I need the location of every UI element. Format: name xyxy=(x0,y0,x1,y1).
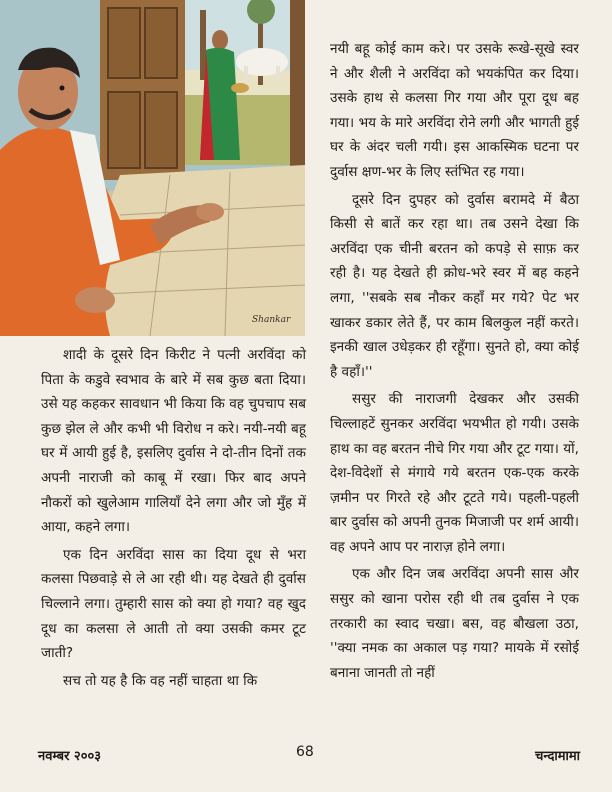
paragraph: दूसरे दिन दुपहर को दुर्वास बरामदे में बैठा किसी से बातें कर रहा था। तब उसने देखा कि अरविंदा एक चीनी बरतन को कपड़े से साफ़ कर रही है। यह देखते ही क्रोध-भरे स्वर में बह कहने लगा, ''सबके सब नौकर कहाँ मर गये? पेट भर खाकर डकार लेते हैं, पर काम बिलकुल नहीं करते। इनकी खाल उधेड़कर ही रहूँगा। सुनते हो, क्या कोई है वहाँ।'' xyxy=(330,191,579,380)
artist-signature: Shankar xyxy=(252,315,291,325)
paragraph: ससुर की नाराजगी देखकर और उसकी चिल्लाहटें सुनकर अरविंदा भयभीत हो गयी। उसके हाथ का वह बरतन नीचे गिर गया और टूट गया। यों, देश-विदेशों से मंगाये गये बरतन एक-एक करके ज़मीन पर गिरते रहे और टूटते गये। पहली-पहली बार दुर्वास को अपनी तुनक मिजाजी पर शर्म आयी। वह अपने आप पर नाराज़ होने लगा। xyxy=(330,391,579,555)
story-illustration xyxy=(0,0,305,336)
paragraph: एक और दिन जब अरविंदा अपनी सास और ससुर को खाना परोस रही थी तब दुर्वास ने एक तरकारी का स्वाद चखा। बस, वह बौखला उठा, ''क्या नमक का अकाल पड़ गया? मायके में रसोई बनाना जानती तो नहीं xyxy=(330,566,579,681)
page-footer xyxy=(0,742,612,772)
page-number: 68 xyxy=(296,744,314,760)
issue-month: नवम्बर २००३ xyxy=(38,749,101,764)
right-text-column xyxy=(330,37,579,688)
paragraph: शादी के दूसरे दिन किरीट ने पत्नी अरविंदा को पिता के कडुवे स्वभाव के बारे में सब कुछ बता दिया। उसे यह कहकर सावधान भी किया कि वह चुपचाप सब कुछ झेल ले और कभी भी विरोध न करे। नयी-नयी बहू घर में आयी हुई है, इसलिए दुर्वास ने दो-तीन दिनों तक अपनी नाराजी को काबू में रखा। फिर बाद अपने नौकरों को खुलेआम गालियाँ देने लगा और जो मुँह में आया, कहने लगा। xyxy=(41,347,306,536)
magazine-name: चन्दामामा xyxy=(535,749,580,764)
paragraph: सच तो यह है कि वह नहीं चाहता था कि xyxy=(63,672,258,689)
paragraph: एक दिन अरविंदा सास का दिया दूध से भरा कलसा पिछवाड़े से ले आ रही थी। यह देखते ही दुर्वास चिल्लाने लगा। तुम्हारी सास को क्या हो गया? वह खुद दूध का कलसा ले आती तो क्या उसकी कमर टूट जाती? xyxy=(41,546,306,662)
paragraph: नयी बहू कोई काम करे। पर उसके रूखे-सूखे स्वर ने और शैली ने अरविंदा को भयकंपित कर दिया। उसके हाथ से कलसा गिर गया और पूरा दूध बह गया। भय के मारे अरविंदा रोने लगी और भागती हुई घर के अंदर चली गयी। इस आकस्मिक घटना पर दुर्वास क्षण-भर के लिए स्तंभित रह गया। xyxy=(330,41,579,180)
left-text-column xyxy=(41,343,306,696)
